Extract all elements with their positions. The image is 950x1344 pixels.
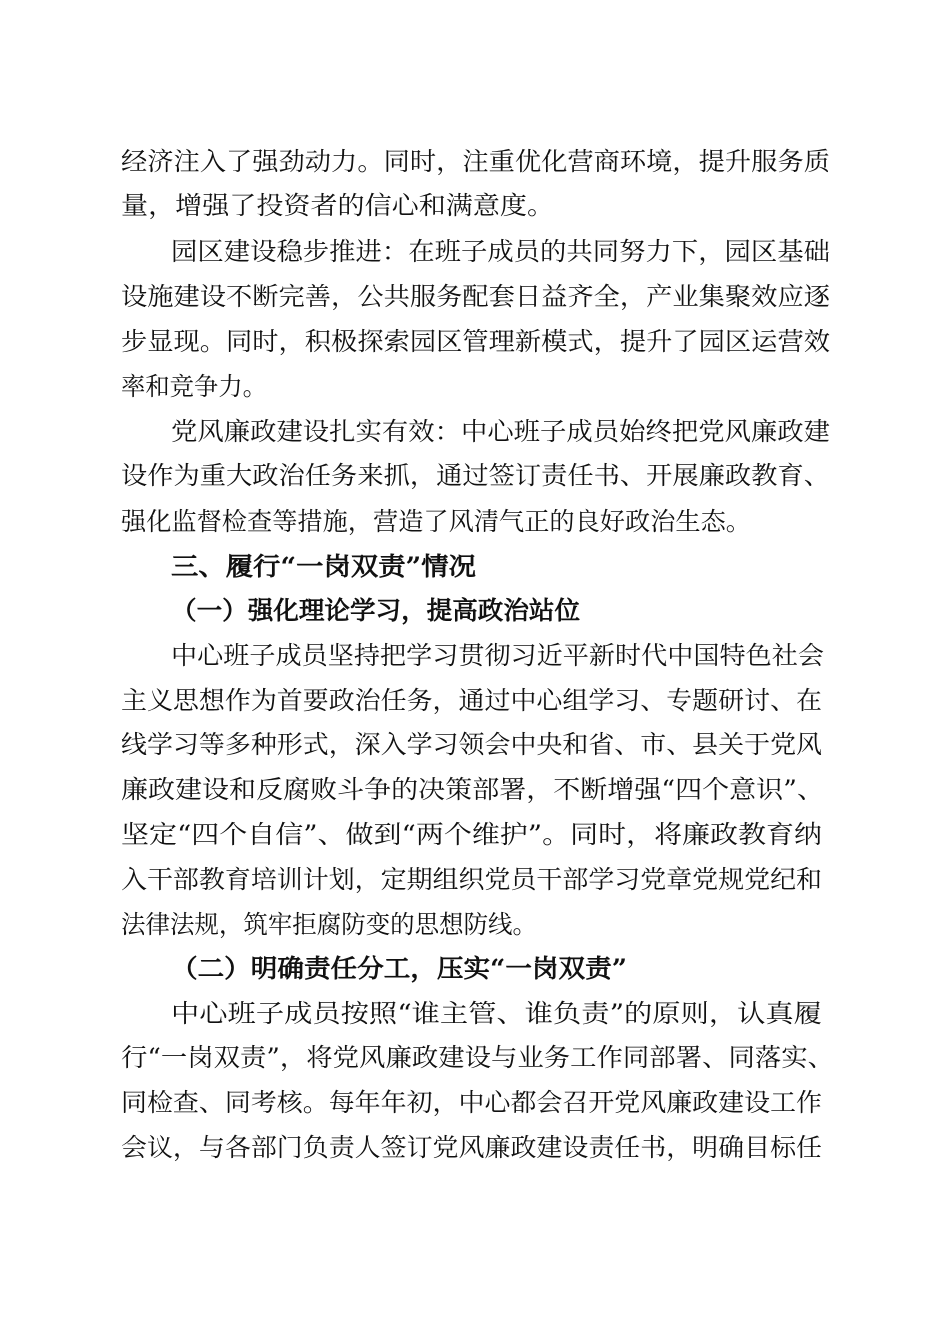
section-heading: 三、履行“一岗双责”情况 (171, 552, 476, 581)
text-line: 中心班子成员按照“谁主管、谁负责”的原则，认真履 (171, 999, 822, 1028)
text-line: 设施建设不断完善，公共服务配套日益齐全，产业集聚效应逐 (121, 282, 830, 311)
text-line: 步显现。同时，积极探索园区管理新模式，提升了园区运营效 (121, 327, 830, 356)
text-line: 同检查、同考核。每年年初，中心都会召开党风廉政建设工作 (121, 1088, 823, 1117)
text-line: 线学习等多种形式，深入学习领会中央和省、市、县关于党风 (121, 730, 823, 759)
text-line: 量，增强了投资者的信心和满意度。 (121, 191, 555, 220)
text-line: 入干部教育培训计划，定期组织党员干部学习党章党规党纪和 (121, 865, 823, 894)
text-line: 行“一岗双责”，将党风廉政建设与业务工作同部署、同落实、 (121, 1043, 835, 1072)
text-line: 法律法规，筑牢拒腐防变的思想防线。 (121, 910, 538, 939)
text-line: 中心班子成员坚持把学习贯彻习近平新时代中国特色社会 (171, 641, 825, 670)
text-line: 园区建设稳步推进：在班子成员的共同努力下，园区基础 (171, 237, 831, 266)
text-line: 设作为重大政治任务来抓，通过签订责任书、开展廉政教育、 (121, 461, 830, 490)
text-line: 坚定“四个自信”、做到“两个维护”。同时，将廉政教育纳 (121, 820, 823, 849)
text-line: 强化监督检查等措施，营造了风清气正的良好政治生态。 (121, 507, 752, 536)
subsection-heading: （二）明确责任分工，压实“一岗双责” (171, 954, 627, 983)
text-line: 率和竞争力。 (121, 372, 267, 401)
text-line: 党风廉政建设扎实有效：中心班子成员始终把党风廉政建 (171, 417, 831, 446)
text-line: 主义思想作为首要政治任务，通过中心组学习、专题研讨、在 (121, 686, 823, 715)
subsection-heading: （一）强化理论学习，提高政治站位 (171, 596, 581, 625)
text-line: 经济注入了强劲动力。同时，注重优化营商环境，提升服务质 (121, 147, 830, 176)
text-line: 廉政建设和反腐败斗争的决策部署，不断增强“四个意识”、 (121, 775, 825, 804)
text-line: 会议，与各部门负责人签订党风廉政建设责任书，明确目标任 (121, 1133, 823, 1162)
